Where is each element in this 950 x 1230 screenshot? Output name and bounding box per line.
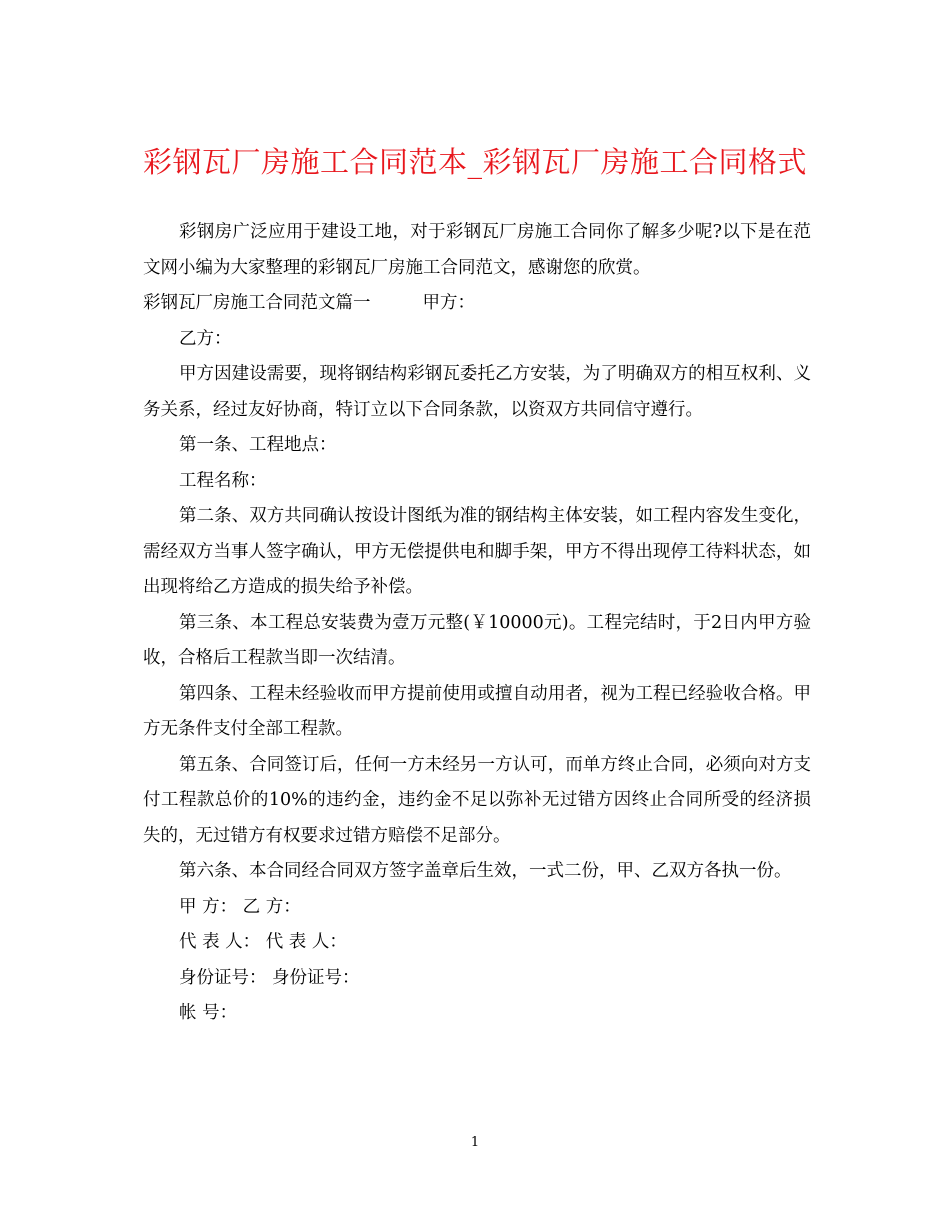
article-2: 第二条、双方共同确认按设计图纸为准的钢结构主体安装，如工程内容发生变化，需经双方当事人签字确认，甲方无偿提供电和脚手架，甲方不得出现停工待料状态，如出现将给乙方造成的损失给予补偿。 [143,506,811,597]
preamble-paragraph: 甲方因建设需要，现将钢结构彩钢瓦委托乙方安装，为了明确双方的相互权利、义务关系，经过友好协商，特订立以下合同条款，以资双方共同信守遵行。 [143,364,811,420]
document-body [143,215,811,1032]
project-name-line: 工程名称： [179,470,267,491]
article-4: 第四条、工程未经验收而甲方提前使用或擅自动用者，视为工程已经验收合格。甲方无条件支付全部工程款。 [143,683,811,739]
signature-id-numbers: 身份证号： 身份证号： [179,967,360,988]
article-3: 第三条、本工程总安装费为壹万元整(￥10000元)。工程完结时，于2日内甲方验收，合格后工程款当即一次结清。 [143,612,811,668]
article-1: 第一条、工程地点： [179,435,337,455]
intro-paragraph: 彩钢房广泛应用于建设工地，对于彩钢瓦厂房施工合同你了解多少呢?以下是在范文网小编为大家整理的彩钢瓦厂房施工合同范文，感谢您的欣赏。 [143,222,811,278]
page-number: 1 [470,1135,480,1150]
party-b-label: 乙方： [179,328,232,349]
signature-account: 帐 号： [179,1003,238,1023]
signature-representatives: 代 表 人： 代 表 人： [179,932,347,952]
document-title: 彩钢瓦厂房施工合同范本_彩钢瓦厂房施工合同格式 [142,145,807,179]
party-a-label: 甲方： [422,293,475,313]
article-6: 第六条、本合同经合同双方签字盖章后生效，一式二份，甲、乙双方各执一份。 [179,861,792,881]
article-5: 第五条、合同签订后，任何一方未经另一方认可，而单方终止合同，必须向对方支付工程款总价的10%的违约金，违约金不足以弥补无过错方因终止合同所受的经济损失的，无过错方有权要求过错方赔偿不足部分。 [143,754,811,846]
section-heading-line [143,286,811,322]
signature-parties: 甲 方： 乙 方： [179,896,301,917]
section-heading: 彩钢瓦厂房施工合同范文篇一 [143,293,371,313]
